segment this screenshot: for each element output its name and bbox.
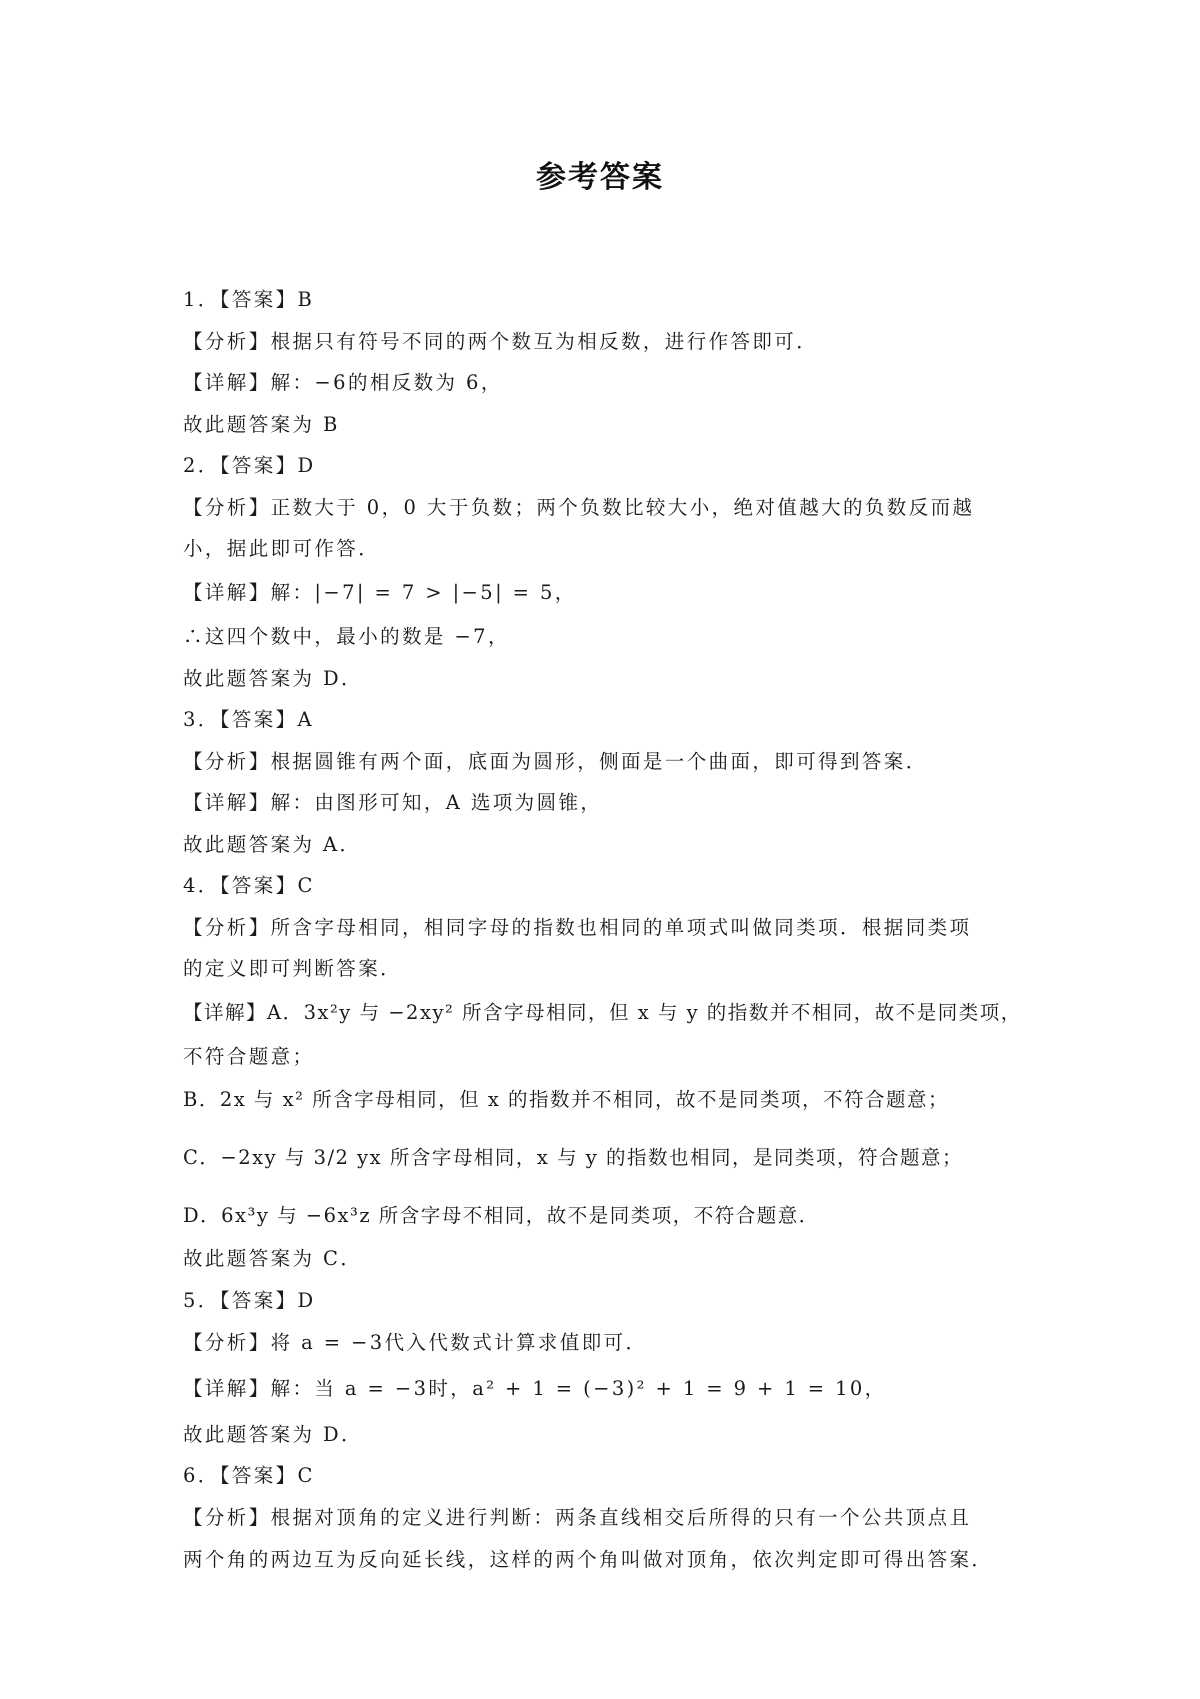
q2-analysis-line2: 小，据此即可作答． <box>183 537 381 560</box>
q5-analysis: 【分析】将 a = −3代入代数式计算求值即可． <box>183 1331 648 1354</box>
q3-solution: 【详解】解：由图形可知，A 选项为圆锥， <box>183 791 603 814</box>
q4-analysis-line2: 的定义即可判断答案． <box>183 957 403 980</box>
q4-option-a-cont: 不符合题意； <box>183 1045 315 1068</box>
q2-therefore: ∴这四个数中，最小的数是 −7， <box>183 625 510 648</box>
q5-solution: 【详解】解：当 a = −3时，a² + 1 = (−3)² + 1 = 9 + 1 = 10， <box>183 1377 887 1400</box>
q5-answer: 5．【答案】D <box>183 1289 316 1312</box>
q3-conclusion: 故此题答案为 A． <box>183 833 362 856</box>
q4-option-a: 【详解】A．3x²y 与 −2xy² 所含字母相同，但 x 与 y 的指数并不相同，故不是同类项， <box>183 1001 1022 1024</box>
q4-analysis-line1: 【分析】所含字母相同，相同字母的指数也相同的单项式叫做同类项．根据同类项 <box>183 916 972 939</box>
q1-conclusion: 故此题答案为 B <box>183 413 340 436</box>
page-title: 参考答案 <box>536 160 664 195</box>
q4-option-b: B．2x 与 x² 所含字母相同，但 x 的指数并不相同，故不是同类项，不符合题意； <box>183 1088 950 1111</box>
q4-conclusion: 故此题答案为 C． <box>183 1247 363 1270</box>
q4-option-d: D．6x³y 与 −6x³z 所含字母不相同，故不是同类项，不符合题意． <box>183 1204 820 1227</box>
q2-answer: 2．【答案】D <box>183 454 316 477</box>
q4-answer: 4．【答案】C <box>183 874 315 897</box>
q1-analysis: 【分析】根据只有符号不同的两个数互为相反数，进行作答即可． <box>183 330 819 353</box>
q1-solution: 【详解】解：−6的相反数为 6， <box>183 371 503 394</box>
q6-analysis-line1: 【分析】根据对顶角的定义进行判断：两条直线相交后所得的只有一个公共顶点且 <box>183 1506 972 1529</box>
q1-answer: 1．【答案】B <box>183 288 315 311</box>
q2-analysis-line1: 【分析】正数大于 0，0 大于负数；两个负数比较大小，绝对值越大的负数反而越 <box>183 496 975 519</box>
q2-conclusion: 故此题答案为 D． <box>183 667 363 690</box>
q6-answer: 6．【答案】C <box>183 1464 315 1487</box>
q6-analysis-line2: 两个角的两边互为反向延长线，这样的两个角叫做对顶角，依次判定即可得出答案． <box>183 1548 994 1571</box>
q3-analysis: 【分析】根据圆锥有两个面，底面为圆形，侧面是一个曲面，即可得到答案． <box>183 750 928 773</box>
q5-conclusion: 故此题答案为 D． <box>183 1423 363 1446</box>
q4-option-c: C．−2xy 与 3/2 yx 所含字母相同，x 与 y 的指数也相同，是同类项，符合题意； <box>183 1146 963 1169</box>
q2-solution: 【详解】解：|−7| = 7 > |−5| = 5， <box>183 581 577 604</box>
q3-answer: 3．【答案】A <box>183 708 315 731</box>
